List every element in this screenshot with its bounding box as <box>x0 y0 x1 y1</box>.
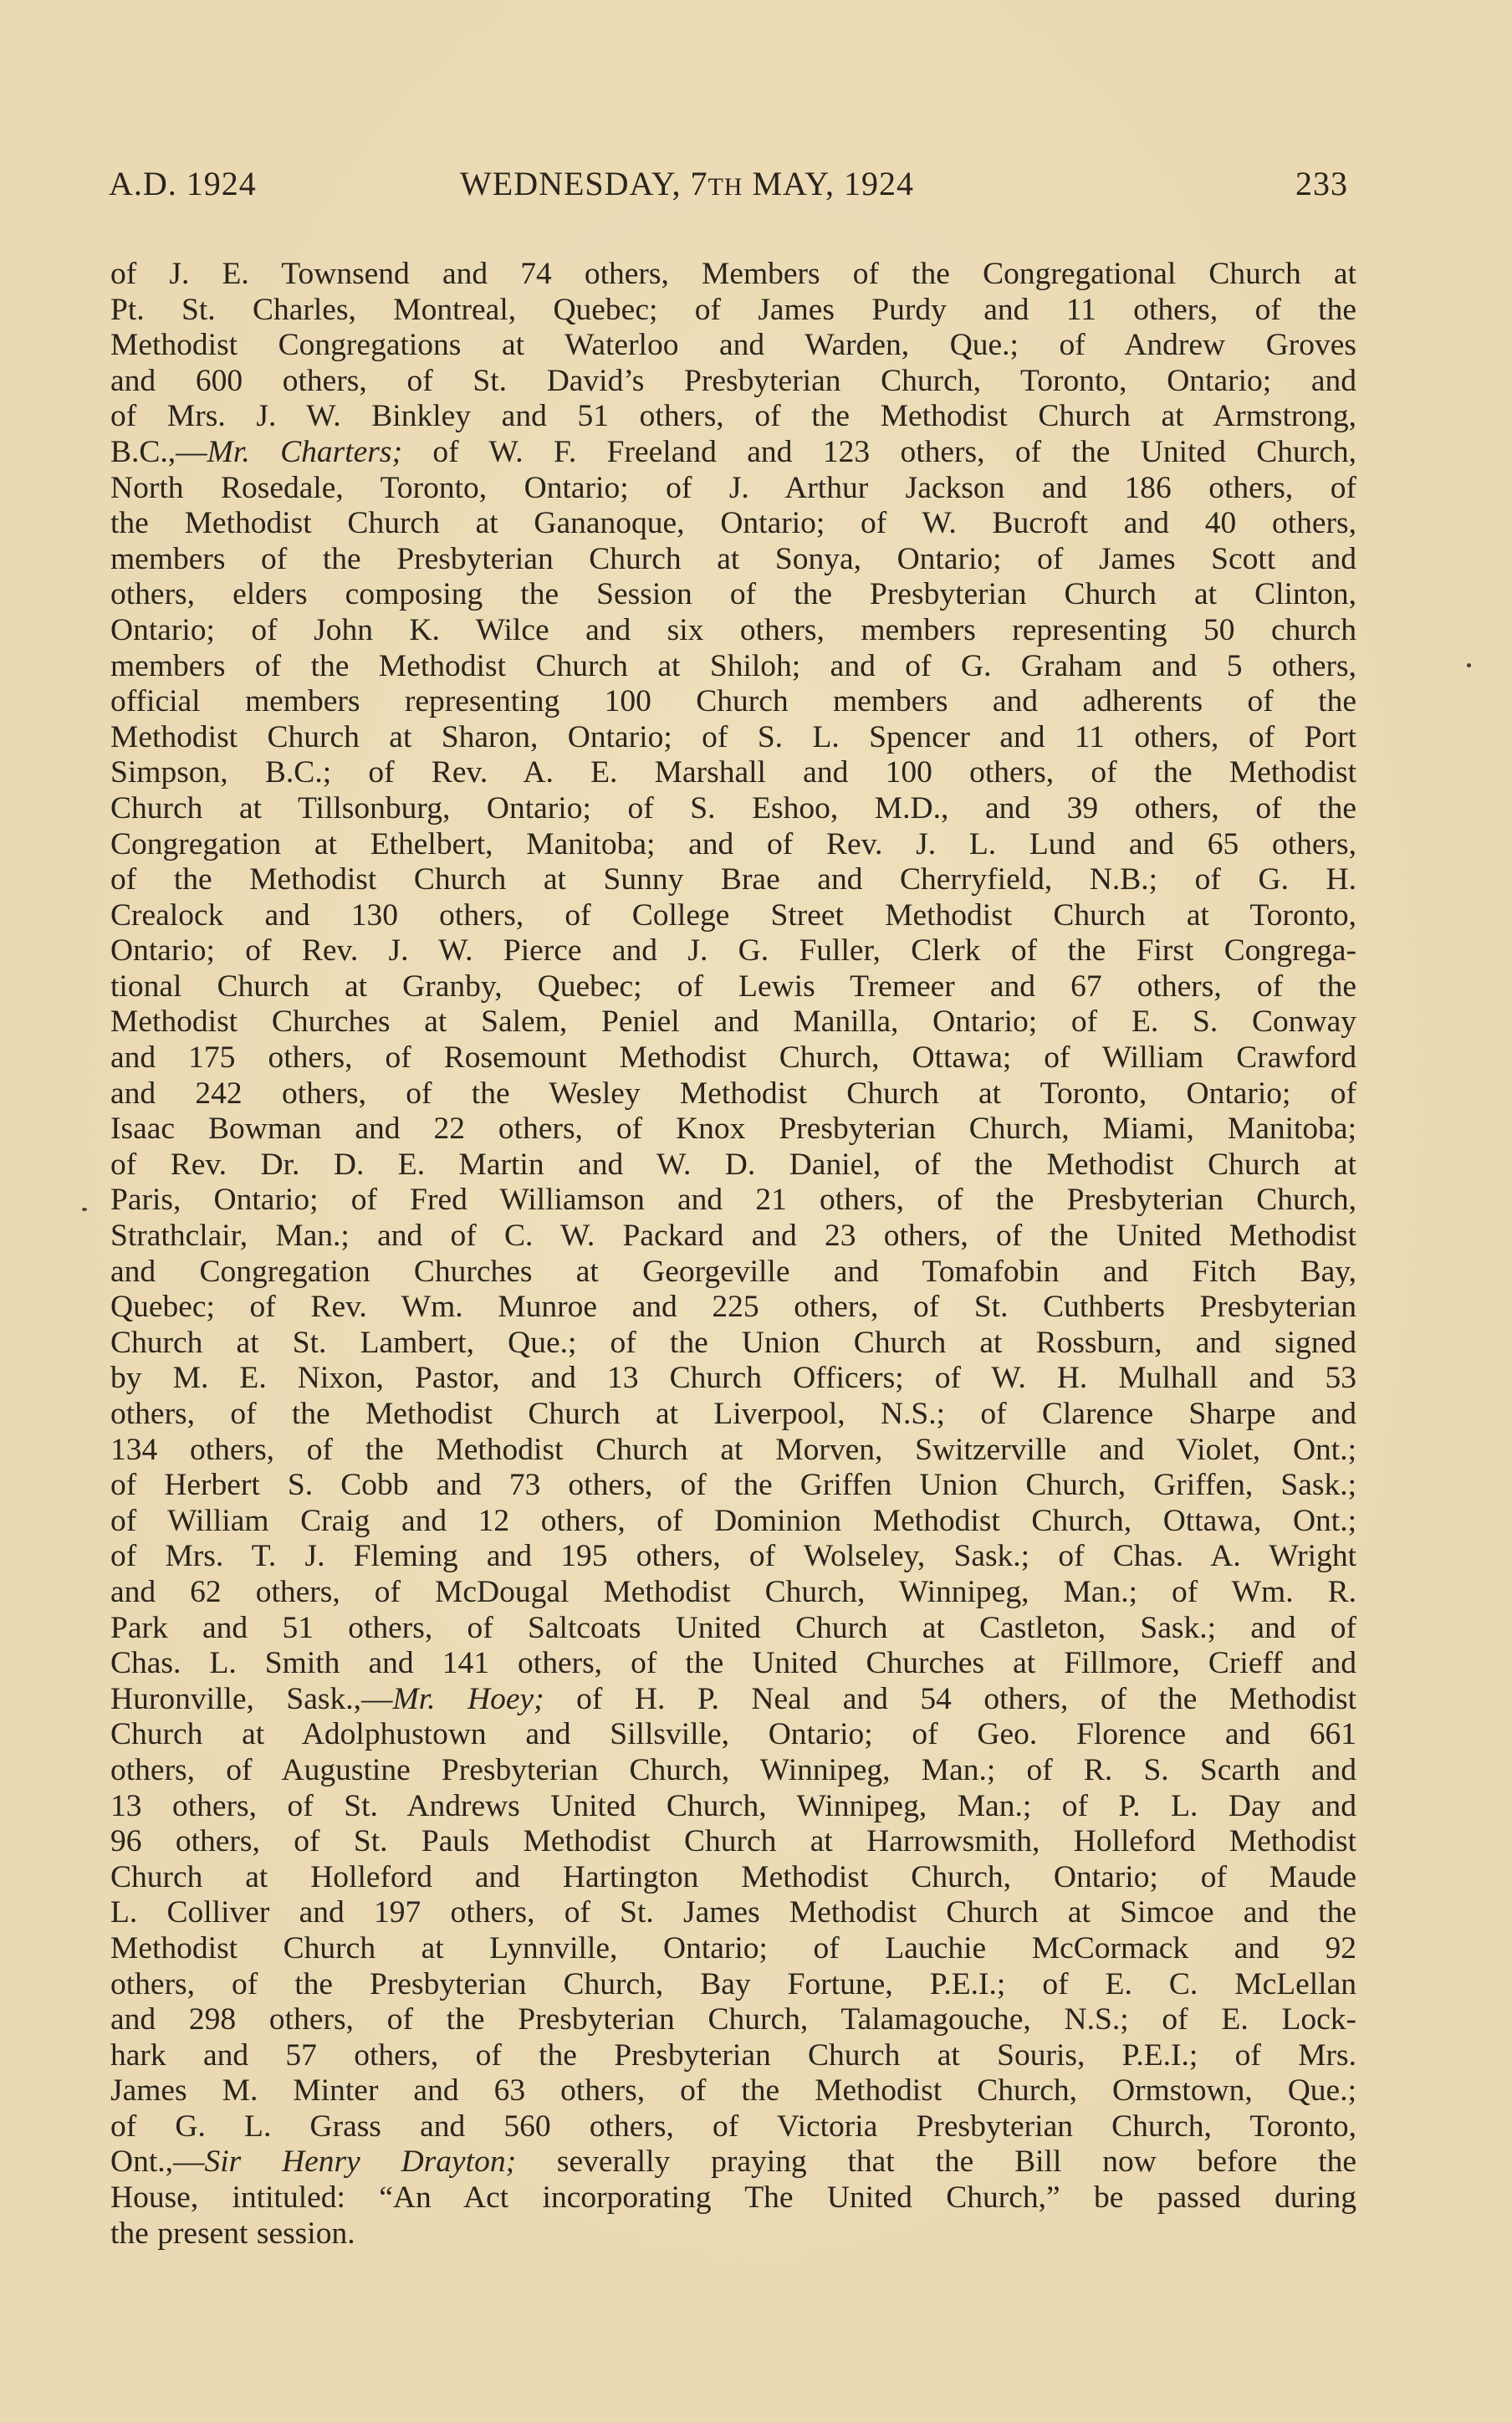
line-text: Ontario; of Rev. J. W. Pierce and J. G. Fuller, Clerk of the First Congrega- <box>110 933 1356 969</box>
line-text: 96 others, of St. Pauls Methodist Church at Harrowsmith, Holleford Methodist <box>110 1824 1356 1859</box>
line-text: Simpson, B.C.; of Rev. A. E. Marshall and 100 others, of the Methodist <box>110 755 1356 790</box>
line-text: of H. P. Neal and 54 others, of the Methodist <box>544 1681 1356 1716</box>
text-line <box>110 435 1356 471</box>
line-text: the present session. <box>110 2216 355 2251</box>
line-text: Church at St. Lambert, Que.; of the Union Church at Rossburn, and signed <box>110 1325 1356 1360</box>
text-line <box>110 399 1356 435</box>
text-line <box>110 2073 1356 2109</box>
margin-mark <box>82 1208 87 1211</box>
line-text: of Mrs. T. J. Fleming and 195 others, of Wolseley, Sask.; of Chas. A. Wright <box>110 1539 1356 1574</box>
petition-paragraph <box>110 257 1356 2252</box>
line-text: 134 others, of the Methodist Church at Morven, Switzerville and Violet, Ont.; <box>110 1432 1356 1467</box>
text-line <box>110 506 1356 542</box>
line-text: of Herbert S. Cobb and 73 others, of the Griffen Union Church, Griffen, Sask.; <box>110 1468 1356 1503</box>
text-line <box>110 1611 1356 1647</box>
line-text: Church at Holleford and Hartington Methodist Church, Ontario; of Maude <box>110 1859 1356 1894</box>
text-line <box>110 328 1356 364</box>
text-line <box>110 1575 1356 1611</box>
text-line <box>110 613 1356 649</box>
text-line <box>110 2038 1356 2074</box>
line-text: Methodist Churches at Salem, Peniel and Manilla, Ontario; of E. S. Conway <box>110 1004 1356 1040</box>
text-line <box>110 1539 1356 1575</box>
line-text: Pt. St. Charles, Montreal, Quebec; of James Purdy and 11 others, of the <box>110 292 1356 327</box>
header-date-rest: MAY, 1924 <box>743 165 914 202</box>
line-text: members of the Presbyterian Church at Sonya, Ontario; of James Scott and <box>110 541 1356 576</box>
line-text: Park and 51 others, of Saltcoats United Church at Castleton, Sask.; and of <box>110 1610 1356 1645</box>
running-header <box>109 164 1348 211</box>
text-line <box>110 1860 1356 1896</box>
line-text: of W. F. Freeland and 123 others, of the United Church, <box>401 434 1356 469</box>
line-text: the Methodist Church at Gananoque, Ontario; of W. Bucroft and 40 others, <box>110 506 1356 541</box>
line-text: Ont.,— <box>110 2144 205 2180</box>
text-line <box>110 1967 1356 2003</box>
line-text: Quebec; of Rev. Wm. Munroe and 225 others, of St. Cuthberts Presbyterian <box>110 1290 1356 1325</box>
text-line <box>110 2109 1356 2145</box>
line-text: House, intituled: “An Act incorporating The United Church,” be passed during <box>110 2180 1356 2216</box>
line-text: of Rev. Dr. D. E. Martin and W. D. Daniel, of the Methodist Church at <box>110 1147 1356 1182</box>
line-text: L. Colliver and 197 others, of St. James Methodist Church at Simcoe and the <box>110 1895 1356 1930</box>
line-text: Chas. L. Smith and 141 others, of the United Churches at Fillmore, Crieff and <box>110 1646 1356 1681</box>
text-line <box>110 2002 1356 2038</box>
text-line <box>110 933 1356 969</box>
text-line <box>110 2180 1356 2216</box>
text-line <box>110 1504 1356 1540</box>
line-text: of William Craig and 12 others, of Dominion Methodist Church, Ottawa, Ont.; <box>110 1503 1356 1538</box>
text-line <box>110 791 1356 827</box>
margin-mark <box>1467 663 1471 667</box>
line-text: and 298 others, of the Presbyterian Church, Talamagouche, N.S.; of E. Lock- <box>110 2002 1356 2037</box>
line-text: official members representing 100 Church members and adherents of the <box>110 684 1356 719</box>
line-text: of G. L. Grass and 560 others, of Victoria Presbyterian Church, Toronto, <box>110 2109 1356 2144</box>
line-text: others, of Augustine Presbyterian Church, Winnipeg, Man.; of R. S. Scarth and <box>110 1752 1356 1787</box>
line-text: James M. Minter and 63 others, of the Methodist Church, Ormstown, Que.; <box>110 2073 1356 2109</box>
text-line <box>110 898 1356 934</box>
line-text: tional Church at Granby, Quebec; of Lewis Tremeer and 67 others, of the <box>110 969 1356 1004</box>
line-text: and 600 others, of St. David’s Presbyterian Church, Toronto, Ontario; and <box>110 363 1356 398</box>
line-text: and 62 others, of McDougal Methodist Church, Winnipeg, Man.; of Wm. R. <box>110 1574 1356 1609</box>
text-line <box>110 293 1356 329</box>
text-line <box>110 1290 1356 1326</box>
line-text: by M. E. Nixon, Pastor, and 13 Church Officers; of W. H. Mulhall and 53 <box>110 1361 1356 1396</box>
line-text: Ontario; of John K. Wilce and six others, members representing 50 church <box>110 612 1356 647</box>
line-text: Methodist Church at Lynnville, Ontario; of Lauchie McCormack and 92 <box>110 1930 1356 1965</box>
header-date-prefix: WEDNESDAY, 7 <box>460 165 708 202</box>
text-line <box>110 1646 1356 1682</box>
member-name: Mr. Charters; <box>207 434 402 469</box>
line-text: Strathclair, Man.; and of C. W. Packard and 23 others, of the United Methodist <box>110 1219 1356 1254</box>
text-line <box>110 755 1356 791</box>
text-line <box>110 1895 1356 1931</box>
text-line <box>110 862 1356 898</box>
line-text: others, of the Methodist Church at Liverpool, N.S.; of Clarence Sharpe and <box>110 1397 1356 1431</box>
line-text: Church at Tillsonburg, Ontario; of S. Eshoo, M.D., and 39 others, of the <box>110 790 1356 826</box>
text-line <box>110 542 1356 578</box>
text-line <box>110 1255 1356 1291</box>
text-line <box>110 1433 1356 1469</box>
line-text: hark and 57 others, of the Presbyterian Church at Souris, P.E.I.; of Mrs. <box>110 2037 1356 2073</box>
header-year: A.D. 1924 <box>109 165 257 202</box>
text-line <box>110 827 1356 863</box>
text-line <box>110 1076 1356 1112</box>
line-text: others, elders composing the Session of the Presbyterian Church at Clinton, <box>110 577 1356 612</box>
text-line <box>110 364 1356 400</box>
line-text: Paris, Ontario; of Fred Williamson and 21 others, of the Presbyterian Church, <box>110 1183 1356 1218</box>
member-name: Mr. Hoey; <box>392 1681 544 1716</box>
text-line <box>110 1931 1356 1967</box>
line-text: Isaac Bowman and 22 others, of Knox Presbyterian Church, Miami, Manitoba; <box>110 1112 1356 1147</box>
line-text: Huronville, Sask.,— <box>110 1681 393 1716</box>
text-line <box>110 1183 1356 1219</box>
header-date <box>460 164 914 203</box>
line-text: members of the Methodist Church at Shiloh; and of G. Graham and 5 others, <box>110 648 1356 683</box>
text-line <box>110 1789 1356 1825</box>
header-date-ordinal: TH <box>707 173 743 201</box>
text-line <box>110 2144 1356 2180</box>
page-number: 233 <box>1295 165 1348 202</box>
text-line <box>110 1326 1356 1362</box>
text-line <box>110 577 1356 613</box>
text-line <box>110 1753 1356 1789</box>
line-text: and 175 others, of Rosemount Methodist Church, Ottawa; of William Crawford <box>110 1040 1356 1076</box>
text-line <box>110 1148 1356 1183</box>
member-name: Sir Henry Drayton; <box>204 2144 517 2180</box>
line-text: North Rosedale, Toronto, Ontario; of J. Arthur Jackson and 186 others, of <box>110 470 1356 505</box>
line-text: severally praying that the Bill now before the <box>516 2144 1357 2180</box>
line-text: and Congregation Churches at Georgeville and Tomafobin and Fitch Bay, <box>110 1254 1356 1289</box>
line-text: of J. E. Townsend and 74 others, Members of the Congregational Church at <box>110 257 1356 291</box>
line-text: of Mrs. J. W. Binkley and 51 others, of the Methodist Church at Armstrong, <box>110 399 1356 434</box>
line-text: B.C.,— <box>110 434 207 469</box>
text-line <box>110 257 1356 293</box>
line-text: others, of the Presbyterian Church, Bay Fortune, P.E.I.; of E. C. McLellan <box>110 1966 1356 2001</box>
line-text: Crealock and 130 others, of College Street Methodist Church at Toronto, <box>110 897 1356 933</box>
text-line <box>110 1468 1356 1504</box>
text-line <box>110 471 1356 507</box>
line-text: Methodist Congregations at Waterloo and Warden, Que.; of Andrew Groves <box>110 328 1356 363</box>
line-text: and 242 others, of the Wesley Methodist Church at Toronto, Ontario; of <box>110 1076 1356 1111</box>
line-text: Methodist Church at Sharon, Ontario; of S. L. Spencer and 11 others, of Port <box>110 719 1356 754</box>
text-line <box>110 684 1356 720</box>
text-line <box>110 1361 1356 1397</box>
text-line <box>110 1004 1356 1040</box>
text-line <box>110 720 1356 756</box>
line-text: Church at Adolphustown and Sillsville, Ontario; of Geo. Florence and 661 <box>110 1717 1356 1752</box>
text-line <box>110 1717 1356 1753</box>
text-line <box>110 1682 1356 1718</box>
text-line <box>110 649 1356 685</box>
text-line <box>110 1219 1356 1255</box>
line-text: 13 others, of St. Andrews United Church, Winnipeg, Man.; of P. L. Day and <box>110 1788 1356 1823</box>
text-line <box>110 969 1356 1005</box>
line-text: Congregation at Ethelbert, Manitoba; and of Rev. J. L. Lund and 65 others, <box>110 826 1356 861</box>
text-line <box>110 1824 1356 1860</box>
text-line <box>110 1397 1356 1433</box>
text-line <box>110 1040 1356 1076</box>
text-line <box>110 2216 1356 2252</box>
line-text: of the Methodist Church at Sunny Brae and Cherryfield, N.B.; of G. H. <box>110 862 1356 897</box>
text-line <box>110 1112 1356 1148</box>
